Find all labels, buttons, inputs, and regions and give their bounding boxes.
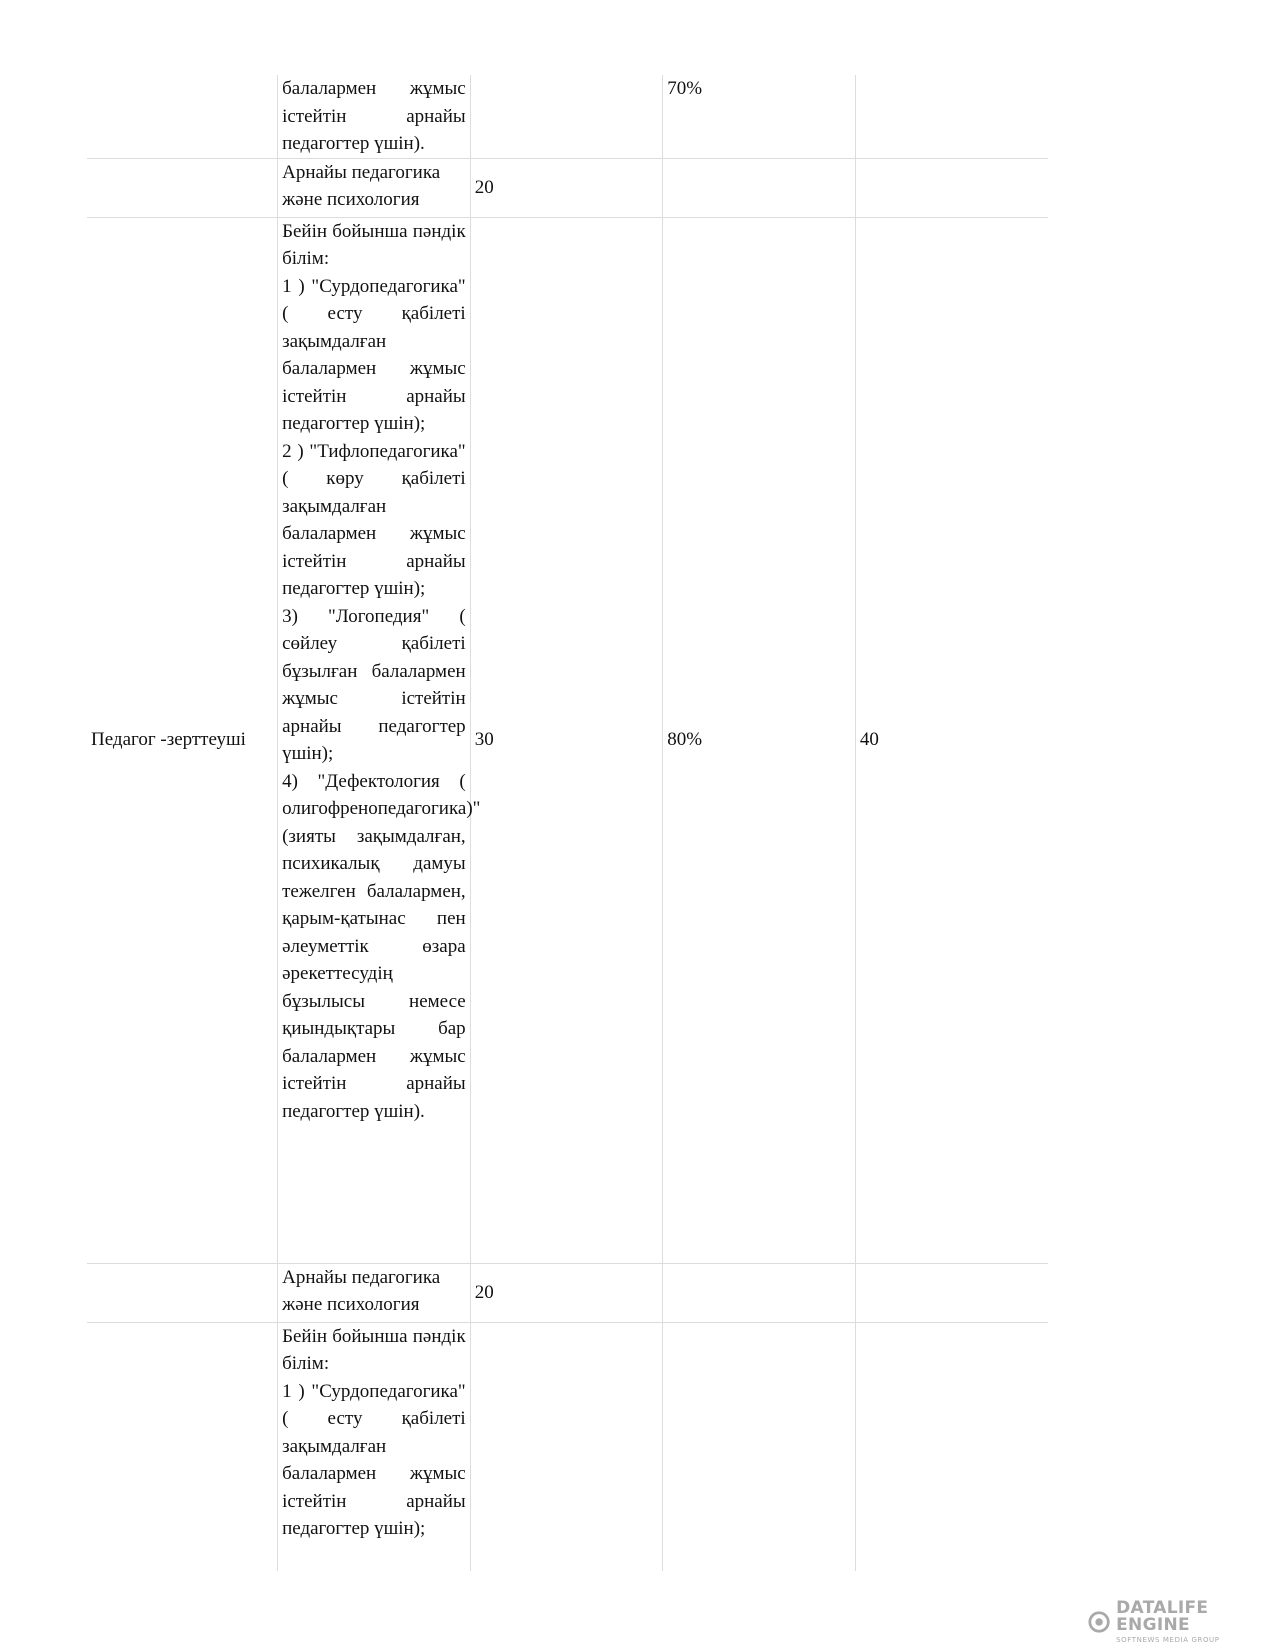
table-cell: 70% bbox=[663, 75, 856, 158]
table-cell: 20 bbox=[470, 158, 663, 217]
table-cell bbox=[87, 1263, 278, 1322]
table-cell: балалармен жұмыс істейтін арнайы педагогтер үшін). bbox=[278, 75, 471, 158]
table-cell: 20 bbox=[470, 1263, 663, 1322]
table-cell bbox=[470, 1322, 663, 1571]
table-row bbox=[87, 217, 1048, 1263]
table-cell: 40 bbox=[855, 217, 1048, 1263]
table-cell: 80% bbox=[663, 217, 856, 1263]
table-cell: Арнайы педагогика және психология bbox=[278, 158, 471, 217]
table-cell bbox=[470, 75, 663, 158]
table-cell bbox=[663, 1322, 856, 1571]
table-cell: Бейін бойынша пәндік білім: 1 ) "Сурдопедагогика" ( есту қабілеті зақымдалған балалармен жұмыс істейтін арнайы педагогтер үшін); 2 ) "Тифлопедагогика" ( көру қабілеті зақымдалған балалармен жұмыс істейтін арнайы педагогтер үшін); 3) "Логопедия" ( сөйлеу қабілеті бұзылған балалармен жұмыс істейтін арнайы педагогтер үшін); 4) "Дефектология ( олигофренопедагогика)" (зияты зақымдалған, психикалық дамуы тежелген балалармен, қарым-қатынас пен әлеуметтік өзара әрекеттесудің бұзылысы немесе қиындықтары бар балалармен жұмыс істейтін арнайы педагогтер үшін). bbox=[278, 217, 471, 1263]
datalife-engine-logo-icon bbox=[1088, 1610, 1110, 1634]
table-cell: Бейін бойынша пәндік білім: 1 ) "Сурдопедагогика" ( есту қабілеті зақымдалған балалармен жұмыс істейтін арнайы педагогтер үшін); bbox=[278, 1322, 471, 1571]
table-cell bbox=[87, 1322, 278, 1571]
table-row bbox=[87, 75, 1048, 158]
datalife-engine-watermark bbox=[1088, 1600, 1275, 1644]
table-row bbox=[87, 1263, 1048, 1322]
table-cell bbox=[87, 158, 278, 217]
table-cell bbox=[855, 1263, 1048, 1322]
table-cell: 30 bbox=[470, 217, 663, 1263]
table-cell bbox=[663, 158, 856, 217]
table-row bbox=[87, 158, 1048, 217]
watermark-title: DATALIFE ENGINE bbox=[1116, 1598, 1209, 1635]
table-cell bbox=[855, 1322, 1048, 1571]
table-cell bbox=[855, 158, 1048, 217]
table-cell bbox=[87, 75, 278, 158]
table-cell bbox=[663, 1263, 856, 1322]
table-cell: Педагог -зерттеуші bbox=[87, 217, 278, 1263]
table-row bbox=[87, 1322, 1048, 1571]
watermark-subtitle: SOFTNEWS MEDIA GROUP bbox=[1116, 1636, 1220, 1644]
table-cell bbox=[855, 75, 1048, 158]
qualification-table bbox=[87, 75, 1048, 1571]
table-cell: Арнайы педагогика және психология bbox=[278, 1263, 471, 1322]
